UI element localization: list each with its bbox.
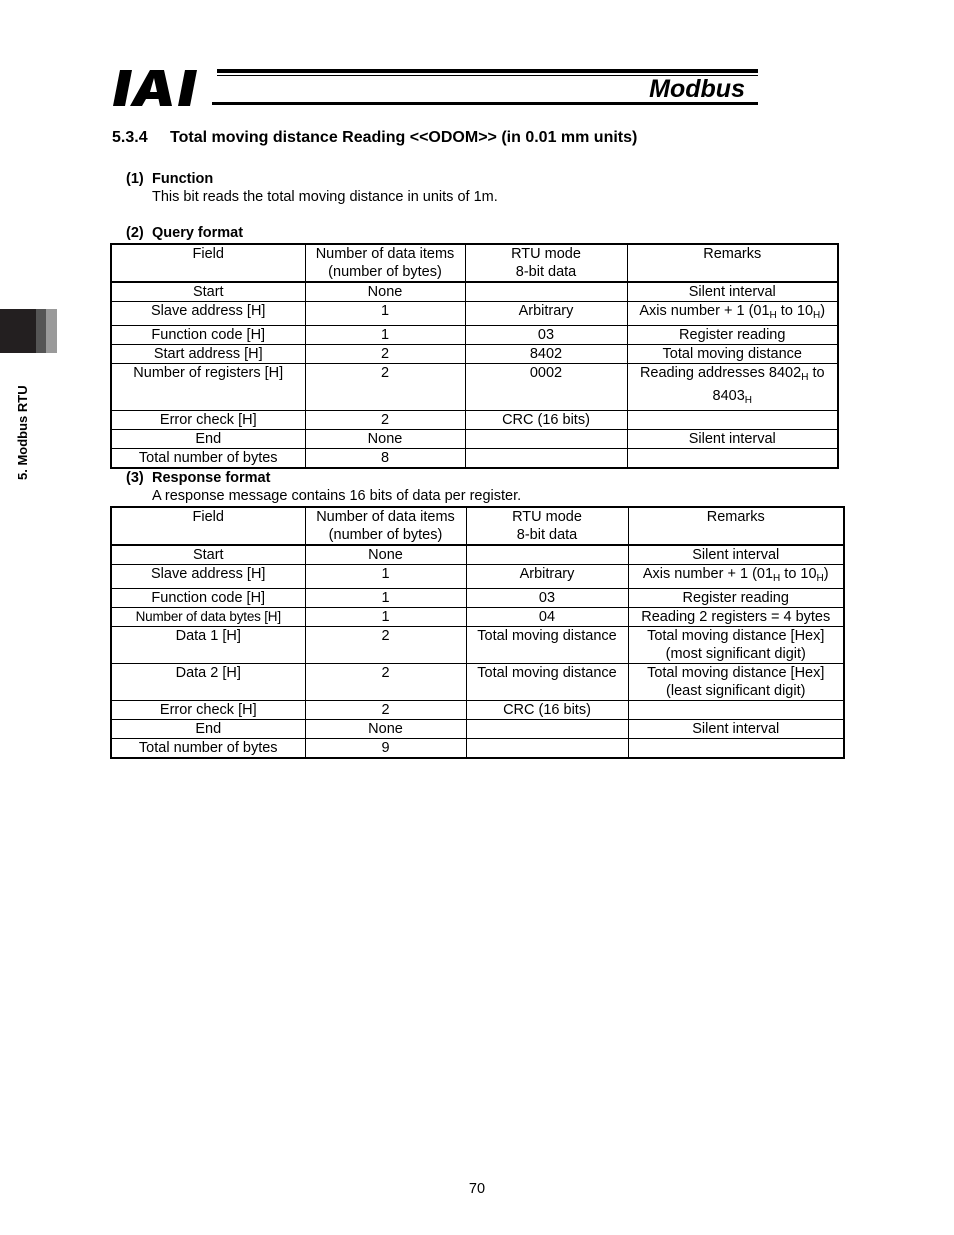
section-title <box>112 129 637 147</box>
cell-rtu <box>465 282 627 302</box>
cell-text: Axis number + 1 (01 <box>639 303 770 319</box>
cell-text: 8403 <box>712 388 745 404</box>
subscript-text: H <box>813 310 821 321</box>
cell-rtu: Total moving distance <box>466 627 628 664</box>
header-rule-top <box>217 69 758 73</box>
cell-field: End <box>111 430 305 449</box>
cell-remarks <box>628 565 844 589</box>
cell-rtu: 04 <box>466 608 628 627</box>
cell-field: End <box>111 720 305 739</box>
cell-items: None <box>305 282 465 302</box>
query-col-field: Field <box>111 244 305 282</box>
cell-rtu: Arbitrary <box>465 302 627 326</box>
chapter-side-label: 5. Modbus RTU <box>15 385 30 480</box>
cell-items: 2 <box>305 345 465 364</box>
cell-rtu: Arbitrary <box>466 565 628 589</box>
cell-text: Reading addresses 8402 <box>639 365 802 381</box>
cell-items: 1 <box>305 302 465 326</box>
cell-field: Error check [H] <box>111 411 305 430</box>
response-col-items <box>305 507 466 545</box>
cell-rtu <box>465 449 627 469</box>
cell-field: Slave address [H] <box>111 565 305 589</box>
chapter-tab-shade <box>36 309 46 353</box>
cell-remarks: Total moving distance <box>627 345 838 364</box>
cell-rtu <box>466 545 628 565</box>
cell-field: Function code [H] <box>111 589 305 608</box>
cell-remarks: Register reading <box>628 589 844 608</box>
cell-items: None <box>305 720 466 739</box>
iai-logo <box>112 68 212 108</box>
cell-text: Total moving distance [Hex] <box>647 628 825 644</box>
response-header-row <box>111 507 844 545</box>
cell-field: Data 2 [H] <box>111 664 305 701</box>
cell-text: to 10 <box>780 566 817 582</box>
table-row <box>111 302 838 326</box>
cell-field: Slave address [H] <box>111 302 305 326</box>
cell-items: None <box>305 545 466 565</box>
response-heading <box>126 470 270 486</box>
response-format-table <box>110 506 845 759</box>
cell-text: (most significant digit) <box>665 646 806 662</box>
query-col-remarks: Remarks <box>627 244 838 282</box>
response-col-remarks: Remarks <box>628 507 844 545</box>
cell-field: Number of data bytes [H] <box>111 608 305 627</box>
function-heading-number: (1) <box>126 171 144 187</box>
subscript-text: H <box>801 372 809 383</box>
cell-text: ) <box>820 303 826 319</box>
table-row <box>111 627 844 664</box>
table-row <box>111 449 838 469</box>
cell-items: None <box>305 430 465 449</box>
subscript-text: H <box>816 573 824 584</box>
cell-items: 2 <box>305 664 466 701</box>
table-row <box>111 701 844 720</box>
cell-remarks <box>627 411 838 430</box>
function-description: This bit reads the total moving distance in units of 1m. <box>152 189 498 205</box>
cell-field: Start <box>111 545 305 565</box>
cell-text: ) <box>823 566 829 582</box>
cell-text: to <box>808 365 825 381</box>
table-row <box>111 430 838 449</box>
response-heading-number: (3) <box>126 470 144 486</box>
cell-remarks: Silent interval <box>627 282 838 302</box>
response-col-field: Field <box>111 507 305 545</box>
table-row <box>111 565 844 589</box>
header-title: Modbus <box>649 75 745 103</box>
response-description: A response message contains 16 bits of data per register. <box>152 488 522 504</box>
cell-items: 9 <box>305 739 466 759</box>
subscript-text: H <box>744 395 752 406</box>
section-title-text: Total moving distance Reading <<ODOM>> (in 0.01 mm units) <box>170 129 638 146</box>
cell-remarks: Register reading <box>627 326 838 345</box>
cell-field: Function code [H] <box>111 326 305 345</box>
cell-remarks <box>627 364 838 411</box>
page-number: 70 <box>468 1181 486 1197</box>
subscript-text: H <box>773 573 781 584</box>
cell-items: 2 <box>305 701 466 720</box>
query-heading-text: Query format <box>152 225 244 241</box>
cell-items: 8 <box>305 449 465 469</box>
cell-items: 1 <box>305 608 466 627</box>
cell-text: RTU mode <box>512 509 582 525</box>
table-row <box>111 345 838 364</box>
cell-text: Axis number + 1 (01 <box>642 566 774 582</box>
cell-field: Error check [H] <box>111 701 305 720</box>
cell-remarks <box>628 739 844 759</box>
table-row <box>111 739 844 759</box>
table-row <box>111 589 844 608</box>
cell-items: 2 <box>305 627 466 664</box>
cell-text: 8-bit data <box>516 527 578 543</box>
cell-items: 1 <box>305 589 466 608</box>
cell-field: Total number of bytes <box>111 739 305 759</box>
cell-text: RTU mode <box>511 246 581 262</box>
query-format-table <box>110 243 839 469</box>
table-row <box>111 282 838 302</box>
response-col-rtu <box>466 507 628 545</box>
cell-remarks <box>628 627 844 664</box>
cell-text: (least significant digit) <box>666 683 806 699</box>
query-col-items <box>305 244 465 282</box>
cell-text: Number of data items <box>316 509 455 525</box>
response-heading-text: Response format <box>152 470 271 486</box>
cell-rtu <box>466 739 628 759</box>
table-row <box>111 545 844 565</box>
query-col-rtu <box>465 244 627 282</box>
cell-rtu: 03 <box>466 589 628 608</box>
query-heading <box>126 225 243 241</box>
chapter-tab-marker <box>0 309 36 353</box>
iai-logo-mark <box>112 68 212 108</box>
table-row <box>111 411 838 430</box>
cell-text: (number of bytes) <box>328 527 443 543</box>
cell-text: 8-bit data <box>515 264 577 280</box>
table-row <box>111 664 844 701</box>
cell-rtu <box>465 430 627 449</box>
cell-remarks <box>628 701 844 720</box>
cell-field: Total number of bytes <box>111 449 305 469</box>
query-heading-number: (2) <box>126 225 144 241</box>
cell-text: Total moving distance [Hex] <box>647 665 825 681</box>
cell-remarks: Reading 2 registers = 4 bytes <box>628 608 844 627</box>
cell-field: Start address [H] <box>111 345 305 364</box>
cell-rtu: 8402 <box>465 345 627 364</box>
table-row <box>111 720 844 739</box>
function-heading-text: Function <box>152 171 214 187</box>
section-number: 5.3.4 <box>112 129 148 146</box>
cell-remarks <box>627 449 838 469</box>
cell-rtu: 0002 <box>465 364 627 411</box>
chapter-tab-shade-light <box>46 309 57 353</box>
cell-items: 1 <box>305 565 466 589</box>
cell-rtu: 03 <box>465 326 627 345</box>
table-row <box>111 326 838 345</box>
cell-rtu: Total moving distance <box>466 664 628 701</box>
cell-text: Number of data items <box>315 246 455 262</box>
cell-rtu: CRC (16 bits) <box>466 701 628 720</box>
cell-text: (number of bytes) <box>328 264 442 280</box>
cell-items: 2 <box>305 364 465 411</box>
query-header-row <box>111 244 838 282</box>
subscript-text: H <box>769 310 777 321</box>
cell-field: Start <box>111 282 305 302</box>
cell-items: 2 <box>305 411 465 430</box>
cell-field: Number of registers [H] <box>111 364 305 411</box>
cell-text: to 10 <box>776 303 814 319</box>
cell-rtu: CRC (16 bits) <box>465 411 627 430</box>
cell-field: Data 1 [H] <box>111 627 305 664</box>
table-row <box>111 364 838 411</box>
function-heading <box>126 171 213 187</box>
cell-remarks <box>628 664 844 701</box>
cell-rtu <box>466 720 628 739</box>
cell-remarks: Silent interval <box>628 545 844 565</box>
cell-remarks: Silent interval <box>628 720 844 739</box>
cell-items: 1 <box>305 326 465 345</box>
cell-remarks <box>627 302 838 326</box>
cell-remarks: Silent interval <box>627 430 838 449</box>
table-row <box>111 608 844 627</box>
